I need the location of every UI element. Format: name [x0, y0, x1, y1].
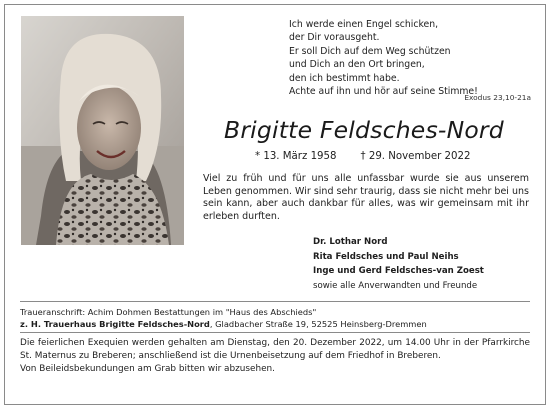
- mourning-address: [20, 306, 427, 331]
- address-recipient: z. H. Trauerhaus Brigitte Feldsches-Nord: [20, 319, 210, 330]
- condolence-note: Von Beileidsbekundungen am Grab bitten wir abzusehen.: [20, 363, 276, 374]
- intro-text: Viel zu früh und für uns alle unfassbar wurde sie aus unserem Leben genommen. Wir sind sehr traurig, dass sie nicht mehr bei uns sein kann, aber auch dankbar für alles, was wir gemeinsam mit ihr erleben durften.: [203, 173, 529, 222]
- mourner-name: Inge und Gerd Feldsches-van Zoest: [313, 266, 484, 277]
- poem-line: Er soll Dich auf dem Weg schützen: [289, 45, 451, 57]
- life-dates: [255, 151, 470, 162]
- mourner-name: Rita Feldsches und Paul Neihs: [313, 251, 459, 262]
- exequien-text: Die feierlichen Exequien werden gehalten am Dienstag, den 20. Dezember 2022, um 14.00 Uhr in der Pfarrkirche St. Maternus zu Breberen; anschließend ist die Urnenbeisetzung auf dem Friedhof in Breberen.: [20, 338, 530, 361]
- poem-line: den ich bestimmt habe.: [289, 72, 400, 84]
- death-date: † 29. November 2022: [360, 151, 471, 162]
- poem-line: Ich werde einen Engel schicken,: [289, 19, 439, 30]
- deceased-name: Brigitte Feldsches-Nord: [224, 116, 504, 144]
- portrait-photo: [21, 16, 184, 245]
- mourners-list: [313, 235, 484, 293]
- poem-verse: [289, 18, 529, 98]
- portrait-illustration: [21, 16, 184, 245]
- birth-date: * 13. März 1958: [255, 151, 337, 162]
- poem-reference: Exodus 23,10-21a: [464, 93, 531, 102]
- mourner-name: Dr. Lothar Nord: [313, 237, 388, 247]
- divider: [20, 301, 530, 302]
- address-street: , Gladbacher Straße 19, 52525 Heinsberg-Dremmen: [209, 319, 427, 330]
- poem-line: und Dich an den Ort bringen,: [289, 59, 425, 71]
- address-line-2: [20, 318, 427, 330]
- funeral-notice: [20, 337, 530, 376]
- divider: [20, 332, 530, 333]
- poem-line: der Dir vorausgeht.: [289, 32, 380, 44]
- address-line-1: Traueranschrift: Achim Dohmen Bestattungen im "Haus des Abschieds": [20, 307, 317, 317]
- poem-line: Achte auf ihn und hör auf seine Stimme!: [289, 86, 478, 98]
- mourners-closing: sowie alle Anverwandten und Freunde: [313, 280, 478, 291]
